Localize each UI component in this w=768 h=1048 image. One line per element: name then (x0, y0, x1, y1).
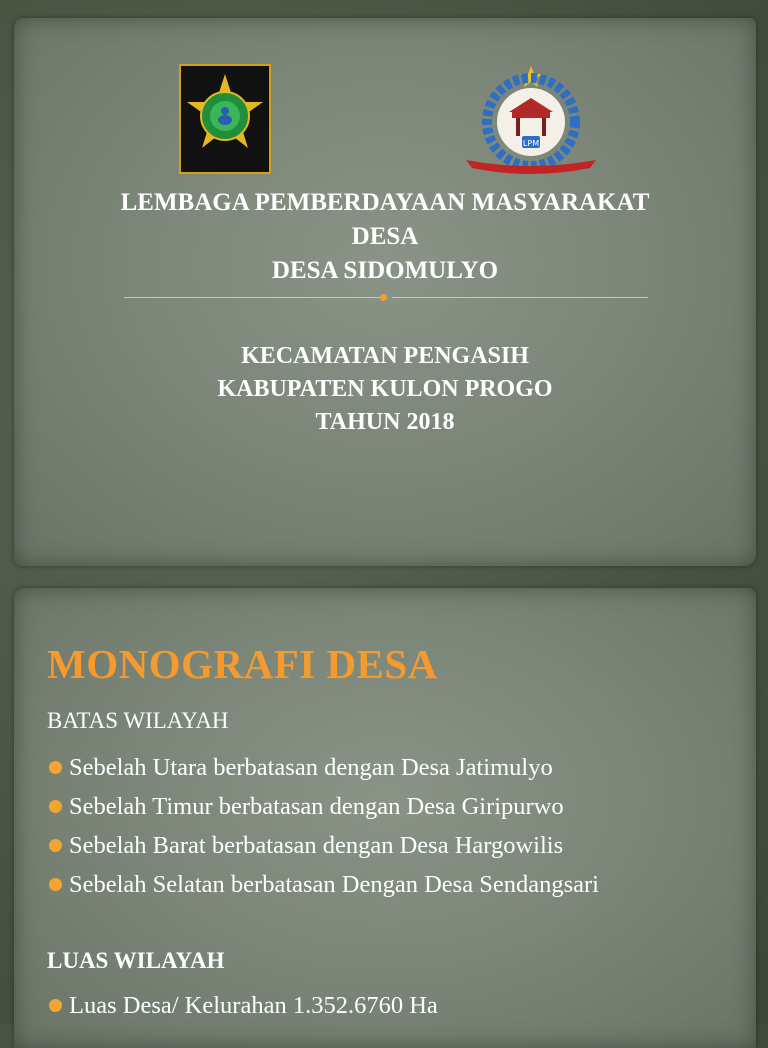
cover-slide (14, 18, 756, 566)
divider-left (124, 297, 380, 298)
lpm-emblem-icon (460, 64, 602, 176)
kulon-progo-emblem-icon (179, 64, 271, 174)
luas-list (47, 986, 438, 1025)
bullet-icon (49, 761, 62, 774)
monografi-title: MONOGRAFI DESA (47, 641, 438, 687)
cover-subtitle-line-2: KABUPATEN KULON PROGO (217, 376, 553, 402)
cover-title-line-1: LEMBAGA PEMBERDAYAAN MASYARAKAT (120, 189, 650, 216)
divider-dot (380, 294, 387, 301)
list-item: Sebelah Barat berbatasan dengan Desa Hargowilis (47, 826, 599, 865)
monografi-slide (14, 588, 756, 1048)
bullet-icon (49, 878, 62, 891)
cover-subtitle-line-1: KECAMATAN PENGASIH (241, 343, 529, 369)
list-item: Sebelah Utara berbatasan dengan Desa Jatimulyo (47, 748, 599, 787)
list-item: Sebelah Timur berbatasan dengan Desa Giripurwo (47, 787, 599, 826)
divider-right (392, 297, 648, 298)
batas-heading: BATAS WILAYAH (47, 708, 229, 733)
luas-heading: LUAS WILAYAH (47, 948, 225, 973)
cover-title-line-3: DESA SIDOMULYO (271, 257, 499, 284)
cover-subtitle-line-3: TAHUN 2018 (315, 409, 455, 435)
list-item: Sebelah Selatan berbatasan Dengan Desa Sendangsari (47, 865, 599, 904)
bullet-icon (49, 800, 62, 813)
cover-title-line-2: DESA (351, 223, 419, 250)
cover-title (14, 186, 756, 288)
bullet-icon (49, 839, 62, 852)
list-item: Luas Desa/ Kelurahan 1.352.6760 Ha (47, 986, 438, 1025)
batas-list (47, 748, 599, 904)
bullet-icon (49, 999, 62, 1012)
lpm-logo-text: LPM (522, 139, 540, 148)
cover-subtitle (14, 340, 756, 439)
